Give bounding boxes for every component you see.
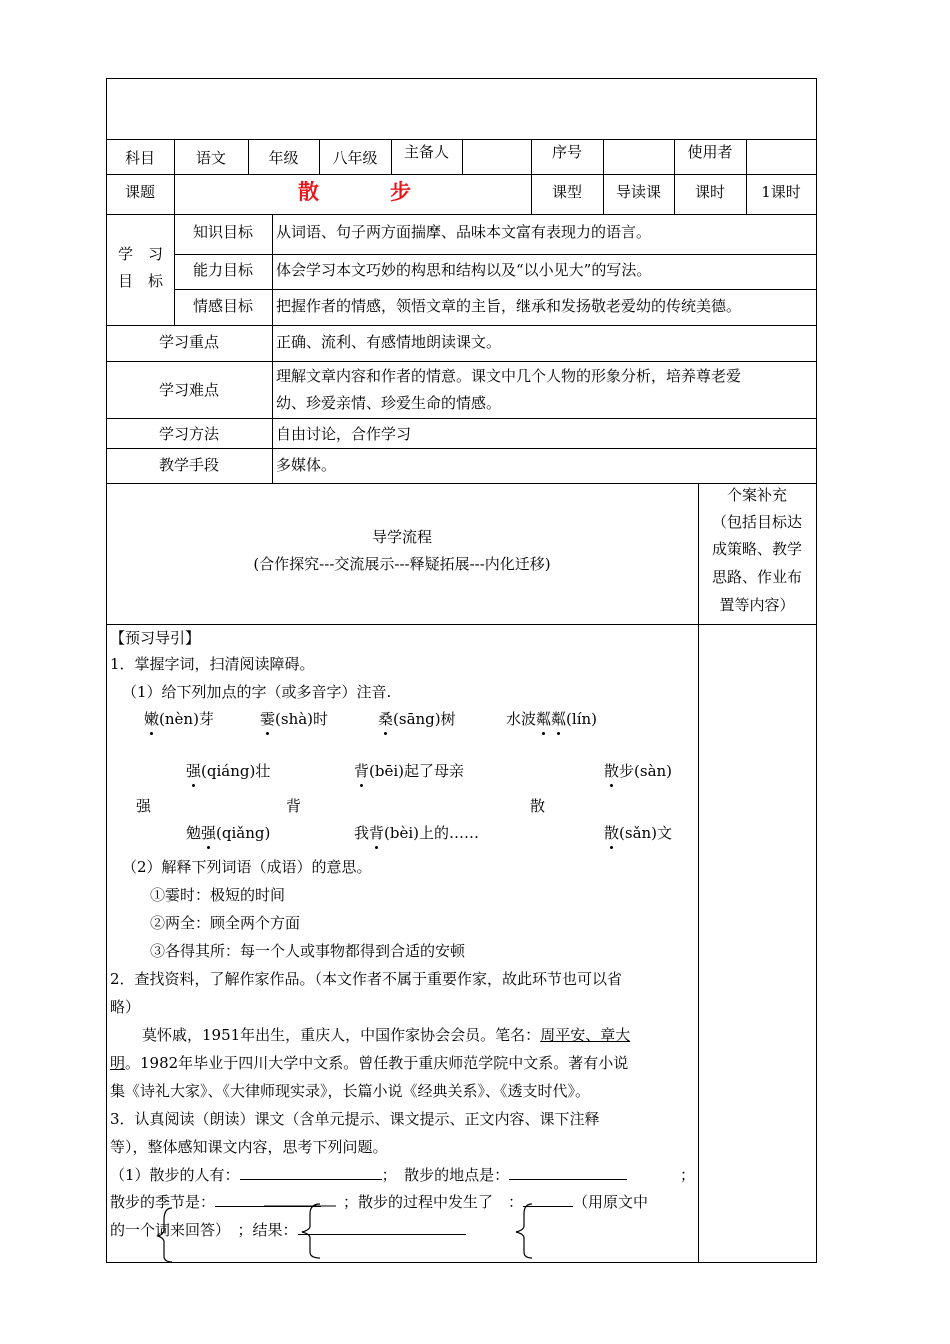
dotted-char: 散 (604, 762, 620, 780)
pinyin-lin (506, 708, 597, 729)
topic-label: 课题 (124, 183, 155, 201)
pinyin-text: (lín) (566, 710, 598, 728)
dotted-char: 强 (186, 762, 202, 780)
pinyin-text: 水波 (506, 710, 537, 728)
lesson-title: 散 步 (298, 179, 413, 204)
dotted-char: 背 (369, 824, 385, 842)
question-1-line1 (110, 1164, 627, 1185)
definition-1: ①霎时：极短的时间 (150, 886, 286, 904)
emotion-goal-text: 把握作者的情感，领悟文章的主旨，继承和发扬敬老爱幼的传统美德。 (276, 297, 742, 315)
method-text: 自由讨论，合作学习 (276, 425, 412, 443)
bracket-decorations (150, 1196, 550, 1266)
pinyin-san4 (604, 760, 672, 781)
pinyin-text: 我 (354, 824, 370, 842)
pinyin-nen (144, 708, 214, 729)
means-label: 教学手段 (158, 456, 219, 474)
flow-title: 导学流程 (371, 528, 432, 546)
group-char-qiang: 强 (136, 797, 152, 815)
ability-goal-label: 能力目标 (192, 261, 253, 279)
emotion-goal-label: 情感目标 (192, 297, 253, 315)
supplement-line5: 置等内容） (719, 596, 795, 614)
pinyin-san3 (604, 822, 672, 843)
step2-line2: 略） (110, 998, 141, 1016)
author-line3: 集《诗礼大家》、《大律师现实录》，长篇小说《经典关系》、《透支时代》。 (110, 1082, 591, 1100)
grade-value: 八年级 (332, 149, 378, 167)
flow-subtitle: (合作探究---交流展示---释疑拓展---内化迁移) (253, 555, 551, 573)
user-label: 使用者 (687, 143, 733, 161)
key-points-text: 正确、流利、有感情地朗读课文。 (276, 333, 502, 351)
question-text: 散步的季节是： (110, 1193, 216, 1211)
knowledge-goal-label: 知识目标 (192, 223, 253, 241)
supplement-line1: 个案补充 (726, 486, 787, 504)
difficulties-label: 学习难点 (158, 381, 219, 399)
ability-goal-text: 体会学习本文巧妙的构思和结构以及“以小见大”的写法。 (276, 261, 652, 279)
author-line1 (142, 1024, 630, 1045)
author-text: 。1982年毕业于四川大学中文系。曾任教于重庆师范学院中文系。著有小说 (125, 1054, 629, 1072)
question-text: ；散步的过程中发生了 ： (343, 1193, 524, 1211)
type-value: 导读课 (615, 183, 661, 201)
step3-line1: 3．认真阅读（朗读）课文（含单元提示、课文提示、正文内容、课下注释 (110, 1110, 600, 1128)
means-text: 多媒体。 (276, 456, 337, 474)
method-label: 学习方法 (158, 425, 219, 443)
pinyin-text: 步(sàn) (619, 762, 673, 780)
period-label: 课时 (694, 183, 725, 201)
pinyin-text: (qiǎng) (216, 824, 271, 842)
group-char-san: 散 (530, 797, 546, 815)
type-label: 课型 (551, 183, 582, 201)
colon-text: ： (224, 1166, 240, 1184)
question-1-semicolon: ； (680, 1166, 696, 1184)
question-text: （用原文中 (573, 1193, 649, 1211)
supplement-line4: 思路、作业布 (711, 568, 802, 586)
pen-name: 周平安、章大 (540, 1026, 631, 1044)
pinyin-qiang2 (186, 760, 270, 781)
grade-label: 年级 (268, 149, 299, 167)
step1-sub1: （1）给下列加点的字（或多音字）注音. (122, 683, 392, 701)
question-text: 的一个词来回答） ；结果： (110, 1221, 298, 1239)
pinyin-text: (sǎn)文 (619, 824, 673, 842)
dotted-char: 强 (201, 824, 217, 842)
pinyin-text: 勉 (186, 824, 202, 842)
dotted-char: 桑 (378, 710, 394, 728)
preview-heading: 【预习导引】 (110, 629, 201, 647)
pinyin-sang (378, 708, 456, 729)
step1-heading: 1．掌握字词，扫清阅读障碍。 (110, 655, 315, 673)
difficulties-line2: 幼、珍爱亲情、珍爱生命的情感。 (276, 394, 502, 412)
pinyin-text: (bēi)起了母亲 (369, 762, 464, 780)
dotted-char: 背 (354, 762, 370, 780)
pinyin-text: (bèi)上的…… (384, 824, 480, 842)
goals-label-line1: 学 习 (118, 245, 164, 263)
pinyin-qiang3 (186, 822, 270, 843)
definition-2: ②两全：顾全两个方面 (150, 914, 301, 932)
group-char-bei: 背 (286, 797, 302, 815)
preparer-label: 主备人 (403, 143, 449, 161)
author-line2 (110, 1052, 628, 1073)
pinyin-sha (260, 708, 328, 729)
pinyin-text: (nèn)芽 (159, 710, 214, 728)
definition-3: ③各得其所：每一个人或事物都得到合适的安顿 (150, 942, 466, 960)
answer-blank-people[interactable] (240, 1165, 382, 1180)
difficulties-line1: 理解文章内容和作者的情意。课文中几个人物的形象分析，培养尊老爱 (276, 367, 742, 385)
dotted-char: 粼 (551, 710, 567, 728)
step1-sub2: （2）解释下列词语（成语）的意思。 (122, 858, 372, 876)
subject-value: 语文 (195, 149, 226, 167)
step3-line2: 等），整体感知课文内容，思考下列问题。 (110, 1138, 388, 1156)
pinyin-text: (shà)时 (275, 710, 329, 728)
pinyin-text: (qiáng)壮 (201, 762, 271, 780)
dotted-char: 粼 (536, 710, 552, 728)
question-text: （1）散步的人有 (110, 1166, 225, 1184)
pinyin-text: (sāng)树 (393, 710, 456, 728)
step2-line1: 2．查找资料，了解作家作品。（本文作者不属于重要作家，故此环节也可以省 (110, 970, 623, 988)
author-text: 莫怀戚，1951年出生，重庆人，中国作家协会会员。笔名： (142, 1026, 541, 1044)
dotted-char: 霎 (260, 710, 276, 728)
pinyin-bei4 (354, 822, 479, 843)
pen-name: 明 (110, 1054, 126, 1072)
period-value: 1课时 (761, 183, 801, 201)
dotted-char: 散 (604, 824, 620, 842)
dotted-char: 嫩 (144, 710, 160, 728)
goals-label-line2: 目 标 (118, 272, 164, 290)
key-points-label: 学习重点 (158, 333, 219, 351)
pinyin-bei1 (354, 760, 464, 781)
answer-blank-place[interactable] (509, 1165, 627, 1180)
subject-label: 科目 (124, 149, 155, 167)
supplement-line2: （包括目标达 (711, 513, 802, 531)
supplement-line3: 成策略、教学 (711, 540, 802, 558)
serial-label: 序号 (551, 143, 582, 161)
question-text: ； 散步的地点是： (381, 1166, 510, 1184)
knowledge-goal-text: 从词语、句子两方面揣摩、品味本文富有表现力的语言。 (276, 223, 652, 241)
